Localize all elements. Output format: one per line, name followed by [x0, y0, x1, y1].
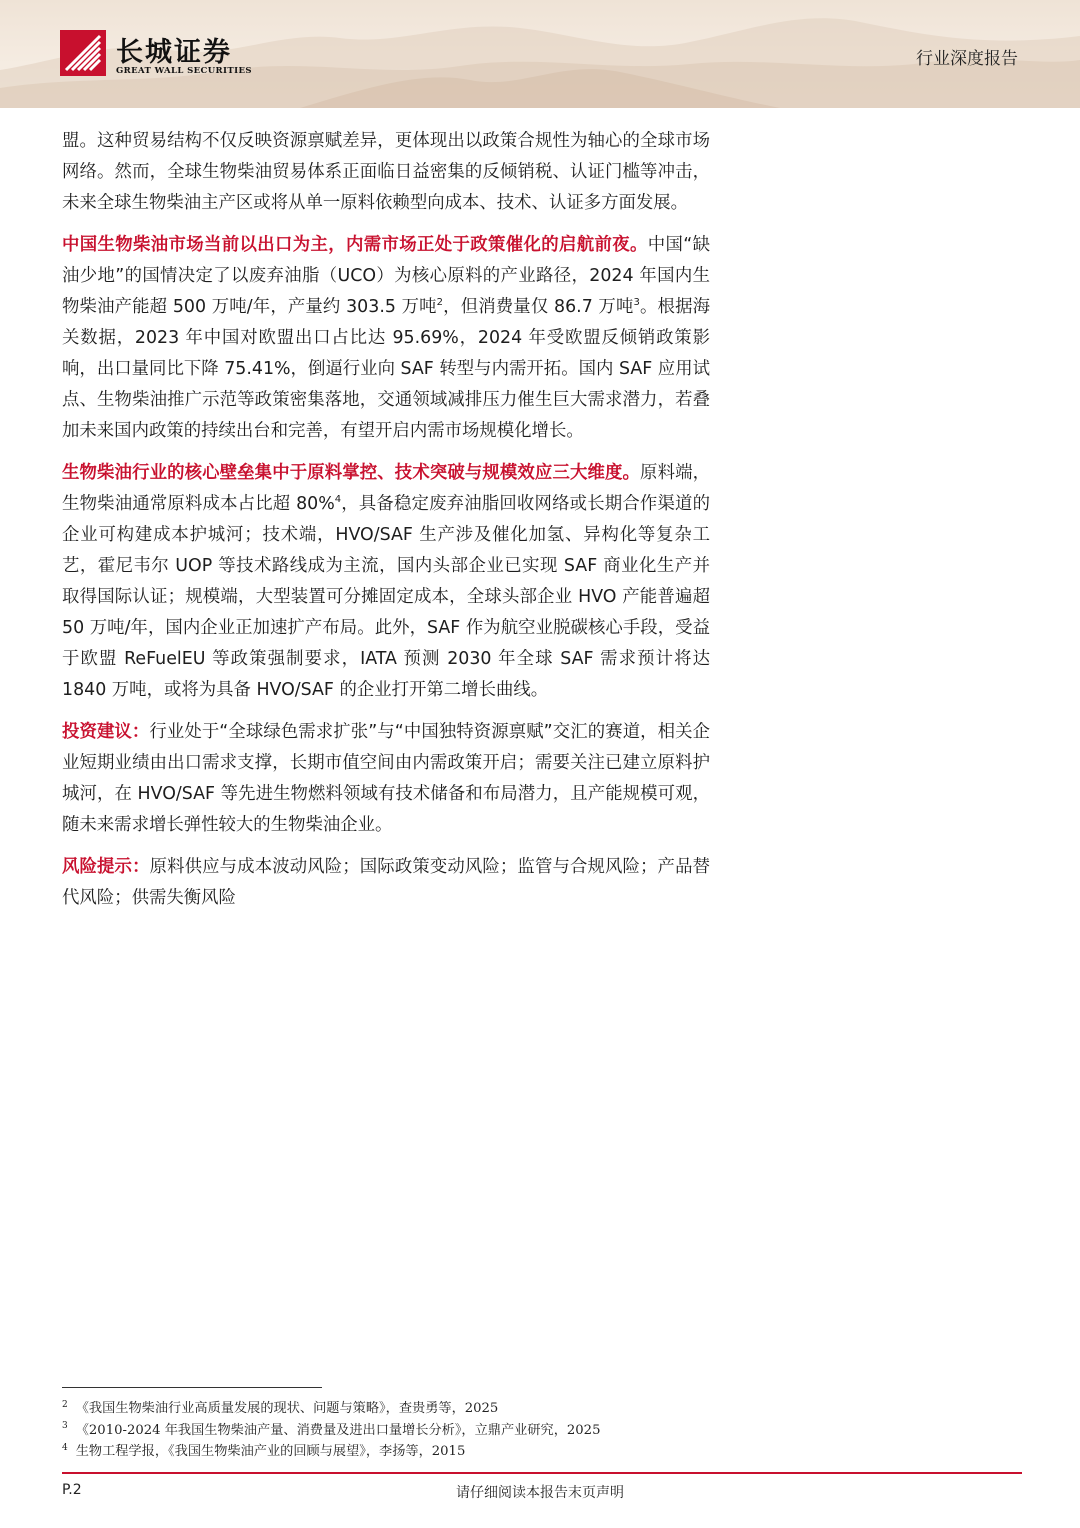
footer-divider	[62, 1472, 1022, 1474]
page-header	[0, 0, 1080, 108]
great-wall-logo-icon	[60, 30, 106, 76]
company-logo	[60, 30, 260, 78]
investment-advice-label: 投资建议：	[62, 722, 150, 742]
page-number: P.2	[62, 1482, 82, 1498]
paragraph-text: 。根据海关数据，2023 年中国对欧盟出口占比达 95.69%，2024 年受欧盟反倾销政策影响，出口量同比下降 75.41%，倒逼行业向 SAF 转型与内需开拓。国内 SAF 应用试点、生物柴油推广示范等政策密集落地，交通领域减排压力催生巨大需求潜力，若叠加未来国内政策的持续出台和完善，有望开启内需市场规模化增长。	[62, 297, 711, 441]
logo-chinese-name: 长城证券	[116, 37, 232, 68]
paragraph-text: 盟。这种贸易结构不仅反映资源禀赋差异，更体现出以政策合规性为轴心的全球市场网络。然而，全球生物柴油贸易体系正面临日益密集的反倾销税、认证门槛等冲击，未来全球生物柴油主产区或将从单一原料依赖型向成本、技术、认证多方面发展。	[62, 131, 710, 213]
footnote-number: 4	[62, 1442, 68, 1453]
footnote-number: 3	[62, 1421, 68, 1432]
footnote-divider	[62, 1387, 322, 1388]
paragraph-text: 原料端，生物柴油通常原料成本占比超 80%	[62, 463, 710, 514]
footnote-item	[62, 1420, 822, 1442]
footnote-item	[62, 1441, 822, 1463]
logo-english-name: GREAT WALL SECURITIES	[116, 66, 252, 76]
paragraph-text: 原料供应与成本波动风险；国际政策变动风险；监管与合规风险；产品替代风险；供需失衡风险	[62, 857, 710, 908]
paragraph-china-market	[62, 230, 710, 447]
paragraph-text: ，具备稳定废弃油脂回收网络或长期合作渠道的企业可构建成本护城河；技术端，HVO/SAF 生产涉及催化加氢、异构化等复杂工艺，霍尼韦尔 UOP 等技术路线成为主流，国内头部企业已实现 SAF 商业化生产并取得国际认证；规模端，大型装置可分摊固定成本，全球头部企业 HVO 产能普遍超 50 万吨/年，国内企业正加速扩产布局。此外，SAF 作为航空业脱碳核心手段，受益于欧盟 ReFuelEU 等政策强制要求，IATA 预测 2030 年全球 SAF 需求预计将达 1840 万吨，或将为具备 HVO/SAF 的企业打开第二增长曲线。	[62, 494, 710, 700]
paragraph-text: 中国“缺油少地”的国情决定了以废弃油脂（UCO）为核心原料的产业路径，2024 年国内生物柴油产能超 500 万吨/年，产量约 303.5 万吨	[62, 235, 710, 317]
paragraph-investment-advice	[62, 717, 710, 841]
paragraph-text: ，但消费量仅 86.7 万吨	[443, 297, 634, 317]
footnote-ref[interactable]: 2	[436, 297, 444, 309]
footnote-text: 生物工程学报，《我国生物柴油产业的回顾与展望》，李扬等，2015	[75, 1444, 466, 1459]
footnote-item	[62, 1398, 822, 1420]
footer-disclaimer: 请仔细阅读本报告末页声明	[456, 1485, 624, 1501]
paragraph-trade-structure	[62, 126, 710, 219]
report-type-label: 行业深度报告	[916, 49, 1018, 69]
footnote-number: 2	[62, 1399, 68, 1410]
paragraph-risk-warning	[62, 852, 710, 914]
footnote-text: 《2010-2024 年我国生物柴油产量、消费量及进出口量增长分析》，立鼎产业研究，2025	[75, 1422, 601, 1438]
risk-warning-label: 风险提示：	[62, 857, 150, 877]
highlight-heading: 生物柴油行业的核心壁垒集中于原料掌控、技术突破与规模效应三大维度。	[62, 463, 641, 483]
report-body	[62, 126, 710, 925]
paragraph-text: 行业处于“全球绿色需求扩张”与“中国独特资源禀赋”交汇的赛道，相关企业短期业绩由出口需求支撑，长期市值空间由内需政策开启；需要关注已建立原料护城河，在 HVO/SAF 等先进生物燃料领域有技术储备和布局潜力，且产能规模可观，随未来需求增长弹性较大的生物柴油企业。	[62, 722, 710, 835]
footnotes	[62, 1398, 822, 1463]
paragraph-core-barriers	[62, 458, 710, 706]
highlight-heading: 中国生物柴油市场当前以出口为主，内需市场正处于政策催化的启航前夜。	[62, 235, 648, 255]
footnote-ref[interactable]: 3	[633, 297, 640, 309]
footnote-text: 《我国生物柴油行业高质量发展的现状、问题与策略》，查贵勇等，2025	[75, 1401, 499, 1416]
footnote-ref[interactable]: 4	[334, 494, 342, 506]
